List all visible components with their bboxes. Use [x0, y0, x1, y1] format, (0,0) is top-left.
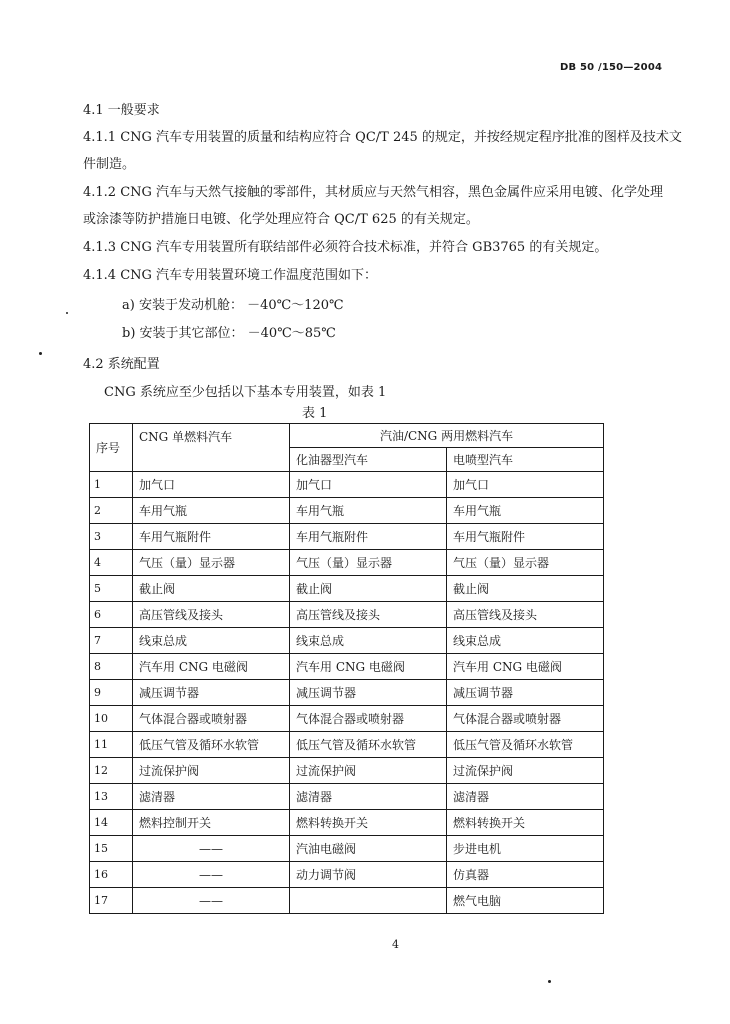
cell-no: 13 — [90, 784, 133, 810]
cell-carburetor: 滤清器 — [290, 784, 447, 810]
scan-speck — [66, 312, 68, 314]
cell-carburetor: 低压气管及循环水软管 — [290, 732, 447, 758]
cell-single-fuel: 气压（量）显示器 — [133, 550, 290, 576]
table-caption: 表 1 — [302, 406, 328, 421]
table-row — [90, 576, 604, 602]
cell-no: 15 — [90, 836, 133, 862]
cell-carburetor: 减压调节器 — [290, 680, 447, 706]
section-4-1-2-line2: 或涂漆等防护措施日电镀、化学处理应符合 QC/T 625 的有关规定。 — [83, 212, 479, 227]
cell-efi: 线束总成 — [447, 628, 604, 654]
header-dual-fuel: 汽油/CNG 两用燃料汽车 — [290, 424, 604, 448]
header-carburetor: 化油器型汽车 — [290, 448, 447, 472]
cell-single-fuel: 燃料控制开关 — [133, 810, 290, 836]
table-row — [90, 524, 604, 550]
cell-efi: 过流保护阀 — [447, 758, 604, 784]
cell-efi: 步进电机 — [447, 836, 604, 862]
table-row — [90, 732, 604, 758]
table-row — [90, 654, 604, 680]
table-row — [90, 758, 604, 784]
cell-carburetor: 车用气瓶 — [290, 498, 447, 524]
cell-efi: 低压气管及循环水软管 — [447, 732, 604, 758]
cell-no: 3 — [90, 524, 133, 550]
cell-no: 4 — [90, 550, 133, 576]
table-row — [90, 472, 604, 498]
table-row — [90, 706, 604, 732]
cell-efi: 燃气电脑 — [447, 888, 604, 914]
cell-single-fuel: —— — [133, 888, 290, 914]
cell-no: 6 — [90, 602, 133, 628]
cell-carburetor: 气压（量）显示器 — [290, 550, 447, 576]
cell-no: 7 — [90, 628, 133, 654]
table-row — [90, 862, 604, 888]
table-row — [90, 810, 604, 836]
cell-single-fuel: 加气口 — [133, 472, 290, 498]
cell-carburetor: 加气口 — [290, 472, 447, 498]
cell-carburetor: 燃料转换开关 — [290, 810, 447, 836]
cell-no: 11 — [90, 732, 133, 758]
cell-efi: 高压管线及接头 — [447, 602, 604, 628]
cell-single-fuel: 车用气瓶附件 — [133, 524, 290, 550]
cell-single-fuel: —— — [133, 836, 290, 862]
cell-efi: 加气口 — [447, 472, 604, 498]
cell-single-fuel: 截止阀 — [133, 576, 290, 602]
cell-efi: 减压调节器 — [447, 680, 604, 706]
cell-carburetor: 过流保护阀 — [290, 758, 447, 784]
cell-efi: 仿真器 — [447, 862, 604, 888]
table-row — [90, 784, 604, 810]
section-4-1-2-line1: 4.1.2 CNG 汽车与天然气接触的零部件，其材质应与天然气相容，黑色金属件应采用电镀、化学处理 — [83, 185, 664, 200]
cell-no: 14 — [90, 810, 133, 836]
cell-single-fuel: 线束总成 — [133, 628, 290, 654]
section-4-1-3: 4.1.3 CNG 汽车专用装置所有联结部件必须符合技术标准，并符合 GB3765 的有关规定。 — [83, 240, 608, 255]
table-row — [90, 602, 604, 628]
cell-efi: 滤清器 — [447, 784, 604, 810]
cell-no: 5 — [90, 576, 133, 602]
cell-no: 10 — [90, 706, 133, 732]
cell-single-fuel: 滤清器 — [133, 784, 290, 810]
cell-single-fuel: —— — [133, 862, 290, 888]
scan-speck — [39, 352, 42, 355]
header-efi: 电喷型汽车 — [447, 448, 604, 472]
cell-carburetor: 车用气瓶附件 — [290, 524, 447, 550]
cell-no: 12 — [90, 758, 133, 784]
document-number: DB 50 /150—2004 — [560, 62, 663, 73]
table-row — [90, 550, 604, 576]
section-4-1-heading: 4.1 一般要求 — [83, 103, 160, 118]
section-4-2-heading: 4.2 系统配置 — [83, 357, 160, 372]
section-4-1-1-line1: 4.1.1 CNG 汽车专用装置的质量和结构应符合 QC/T 245 的规定，并按经规定程序批准的图样及技术文 — [83, 130, 682, 145]
header-no: 序号 — [90, 424, 133, 472]
cell-carburetor: 汽油电磁阀 — [290, 836, 447, 862]
section-4-1-4-item-a: a) 安装于发动机舱： －40℃～120℃ — [122, 298, 344, 313]
cell-no: 1 — [90, 472, 133, 498]
cell-efi: 汽车用 CNG 电磁阀 — [447, 654, 604, 680]
cell-single-fuel: 高压管线及接头 — [133, 602, 290, 628]
cell-efi: 气体混合器或喷射器 — [447, 706, 604, 732]
cell-efi: 截止阀 — [447, 576, 604, 602]
cell-single-fuel: 减压调节器 — [133, 680, 290, 706]
table-row — [90, 680, 604, 706]
cell-single-fuel: 过流保护阀 — [133, 758, 290, 784]
cng-system-table — [89, 423, 604, 914]
header-single-fuel: CNG 单燃料汽车 — [133, 424, 290, 472]
section-4-1-4-item-b: b) 安装于其它部位： －40℃～85℃ — [122, 326, 336, 341]
cell-efi: 燃料转换开关 — [447, 810, 604, 836]
cell-carburetor: 截止阀 — [290, 576, 447, 602]
cell-carburetor: 线束总成 — [290, 628, 447, 654]
cell-no: 17 — [90, 888, 133, 914]
scan-speck — [548, 980, 551, 983]
cell-carburetor: 气体混合器或喷射器 — [290, 706, 447, 732]
cell-carburetor: 动力调节阀 — [290, 862, 447, 888]
cell-no: 2 — [90, 498, 133, 524]
cell-efi: 气压（量）显示器 — [447, 550, 604, 576]
cell-single-fuel: 气体混合器或喷射器 — [133, 706, 290, 732]
cell-single-fuel: 汽车用 CNG 电磁阀 — [133, 654, 290, 680]
cell-single-fuel: 低压气管及循环水软管 — [133, 732, 290, 758]
cell-carburetor — [290, 888, 447, 914]
section-4-1-4: 4.1.4 CNG 汽车专用装置环境工作温度范围如下： — [83, 268, 378, 283]
table-row — [90, 498, 604, 524]
cell-efi: 车用气瓶 — [447, 498, 604, 524]
table-row — [90, 888, 604, 914]
table-body — [90, 472, 604, 914]
cell-single-fuel: 车用气瓶 — [133, 498, 290, 524]
cell-no: 16 — [90, 862, 133, 888]
page-number: 4 — [392, 938, 399, 951]
section-4-1-1-line2: 件制造。 — [83, 157, 136, 172]
cell-no: 9 — [90, 680, 133, 706]
table-row — [90, 836, 604, 862]
cell-carburetor: 高压管线及接头 — [290, 602, 447, 628]
cell-carburetor: 汽车用 CNG 电磁阀 — [290, 654, 447, 680]
table-row — [90, 628, 604, 654]
section-4-2-intro: CNG 系统应至少包括以下基本专用装置，如表 1 — [104, 385, 387, 400]
cell-efi: 车用气瓶附件 — [447, 524, 604, 550]
cell-no: 8 — [90, 654, 133, 680]
